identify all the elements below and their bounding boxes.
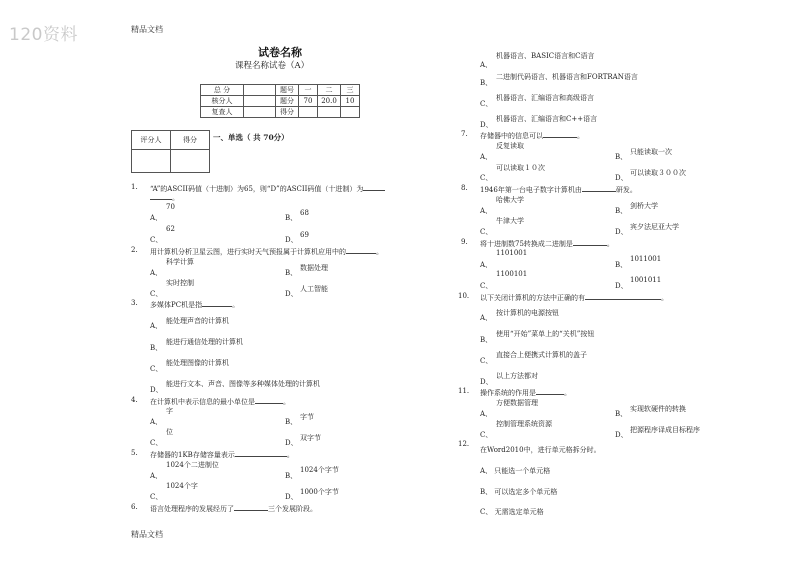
question-number: 3. xyxy=(131,299,138,307)
score-cell: 题号 xyxy=(276,85,299,96)
question-stem xyxy=(480,184,637,195)
watermark: 120资料 xyxy=(9,25,78,45)
option-text: 1011001 xyxy=(630,255,662,263)
score-cell xyxy=(341,107,360,118)
question-text: 将十进制数75转换成二进制是 xyxy=(480,240,573,248)
option-row xyxy=(480,487,557,497)
score-cell: 10 xyxy=(341,96,360,107)
option-letter: B、 xyxy=(480,79,493,87)
question-number: 9. xyxy=(461,238,468,246)
option-letter: D、 xyxy=(285,439,298,447)
option-text: 1024个字 xyxy=(166,482,198,490)
question-stem: 在Word2010中，进行单元格拆分时。 xyxy=(480,446,601,454)
question-text: 语言处理程序的发展经历了 xyxy=(150,505,234,513)
score-row xyxy=(201,96,360,107)
option-text: 直接合上便携式计算机的盖子 xyxy=(496,351,587,359)
option-letter: B、 xyxy=(615,207,628,215)
option-text: 剑桥大学 xyxy=(630,202,658,210)
question-number: 12. xyxy=(458,440,470,448)
answer-blank xyxy=(543,130,577,138)
option-letter: C、 xyxy=(480,228,493,236)
question-number: 1. xyxy=(131,183,138,191)
answer-blank xyxy=(536,387,564,395)
question-stem xyxy=(150,183,385,194)
grader-cell xyxy=(171,150,210,173)
option-text: 无需选定单元格 xyxy=(494,508,544,516)
option-letter: C、 xyxy=(150,439,163,447)
question-text-end: 。 xyxy=(661,294,668,302)
score-cell xyxy=(244,85,276,96)
option-letter: D、 xyxy=(480,378,493,386)
score-cell: 题分 xyxy=(276,96,299,107)
answer-blank xyxy=(235,449,287,457)
option-letter: D、 xyxy=(285,493,298,501)
option-letter: D、 xyxy=(615,174,628,182)
grader-header: 评分人 xyxy=(132,131,171,150)
option-text: 以上方法都对 xyxy=(496,372,538,380)
question-text-end: 。 xyxy=(606,240,614,248)
header-label: 精品文档 xyxy=(131,25,163,34)
option-text: 数据处理 xyxy=(300,264,328,272)
option-text: 可以读取１０次 xyxy=(496,164,545,172)
option-text: 科学计算 xyxy=(166,258,194,266)
option-letter: C、 xyxy=(480,174,493,182)
question-stem xyxy=(480,387,571,398)
option-letter: A、 xyxy=(480,314,493,322)
option-text: 控制管理系统资源 xyxy=(496,420,552,428)
option-letter: A、 xyxy=(480,467,493,475)
question-stem-cont xyxy=(150,192,179,203)
footer-label: 精品文档 xyxy=(131,530,163,539)
score-cell: 三 xyxy=(341,85,360,96)
option-text: 1024个二进制位 xyxy=(166,461,219,469)
option-text: 只能选一个单元格 xyxy=(494,467,551,475)
question-stem xyxy=(150,246,383,257)
option-letter: B、 xyxy=(285,472,298,480)
option-letter: C、 xyxy=(480,282,493,290)
option-letter: B、 xyxy=(615,410,628,418)
option-text: 字节 xyxy=(300,413,314,421)
option-letter: D、 xyxy=(285,290,298,298)
option-letter: A、 xyxy=(480,261,493,269)
question-stem xyxy=(480,238,614,249)
option-text: 实现软硬件的转换 xyxy=(630,405,686,413)
option-letter: D、 xyxy=(615,282,628,290)
question-text-end: 三个发展阶段。 xyxy=(268,505,317,513)
option-text: 人工智能 xyxy=(300,285,328,293)
score-cell: 复查人 xyxy=(201,107,244,118)
option-letter: D、 xyxy=(615,431,628,439)
page-subtitle: 课程名称试卷（A） xyxy=(235,61,310,71)
score-cell xyxy=(244,96,276,107)
score-cell: 二 xyxy=(318,85,341,96)
option-letter: B、 xyxy=(285,269,298,277)
question-text: 用计算机分析卫星云图，进行实时天气预报属于计算机应用中的 xyxy=(150,248,346,256)
question-text: 1946年第一台电子数字计算机由 xyxy=(480,186,582,194)
option-text: 能处理声音的计算机 xyxy=(166,317,229,325)
score-cell: 总 分 xyxy=(201,85,244,96)
option-letter: C、 xyxy=(480,357,493,365)
option-letter: A、 xyxy=(150,322,163,330)
page-title: 试卷名称 xyxy=(258,46,302,59)
answer-blank xyxy=(582,184,616,192)
score-cell: 20.0 xyxy=(318,96,341,107)
question-number: 5. xyxy=(131,449,138,457)
option-text: 二进制代码语言、机器语言和FORTRAN语言 xyxy=(496,73,638,81)
section-title: 一、单选（ 共 70分） xyxy=(213,133,289,142)
question-text: 以下关闭计算机的方法中正确的有 xyxy=(480,294,585,302)
question-stem xyxy=(150,449,294,460)
grader-cell xyxy=(132,150,171,173)
question-stem xyxy=(150,299,239,310)
option-letter: D、 xyxy=(480,121,493,129)
option-letter: C、 xyxy=(150,290,163,298)
score-cell: 70 xyxy=(299,96,318,107)
option-letter: D、 xyxy=(150,386,163,394)
option-letter: B、 xyxy=(480,336,493,344)
answer-blank xyxy=(585,292,661,300)
option-letter: B、 xyxy=(615,153,628,161)
score-cell xyxy=(318,107,341,118)
question-number: 8. xyxy=(461,184,468,192)
option-letter: A、 xyxy=(480,153,493,161)
question-stem xyxy=(150,503,317,514)
option-letter: C、 xyxy=(480,431,493,439)
question-text-end: 。 xyxy=(232,301,240,309)
option-text: 宾夕法尼亚大学 xyxy=(630,223,679,231)
option-letter: B、 xyxy=(150,344,163,352)
question-text: 存储器的1KB存储容量表示 xyxy=(150,451,235,459)
score-cell: 核分人 xyxy=(201,96,244,107)
grader-table xyxy=(131,130,210,173)
score-cell: 得分 xyxy=(276,107,299,118)
answer-blank xyxy=(255,396,283,404)
option-text: 位 xyxy=(166,428,173,436)
option-letter: B、 xyxy=(285,418,298,426)
score-cell: 一 xyxy=(299,85,318,96)
option-text: 方便数据管理 xyxy=(496,399,538,407)
answer-blank xyxy=(234,503,268,511)
question-number: 6. xyxy=(131,503,138,511)
option-text: 实时控制 xyxy=(166,279,194,287)
option-letter: A、 xyxy=(480,61,493,69)
option-letter: C、 xyxy=(150,493,163,501)
option-text: 1000个字节 xyxy=(300,488,339,496)
question-text: 操作系统的作用是 xyxy=(480,389,536,397)
answer-blank xyxy=(346,246,376,254)
answer-blank xyxy=(363,183,385,191)
option-text: 把源程序译成目标程序 xyxy=(630,426,700,434)
option-text: 能进行文本、声音、图像等多种媒体处理的计算机 xyxy=(166,380,320,388)
option-text: 牛津大学 xyxy=(496,217,524,225)
option-text: 使用“开始”菜单上的“关机”按钮 xyxy=(496,330,595,338)
question-text: “A”的ASCII码值（十进制）为65，则“D”的ASCII码值（十进制）为 xyxy=(150,185,364,193)
question-text: 存储器中的信息可以 xyxy=(480,132,543,140)
option-text: 1001011 xyxy=(630,276,662,284)
question-text-end: 。 xyxy=(283,398,290,406)
option-text: 哈佛大学 xyxy=(496,196,524,204)
question-text-end: 。 xyxy=(376,248,383,256)
option-letter: A、 xyxy=(150,214,163,222)
option-text: 反复读取 xyxy=(496,142,524,150)
question-text: 在计算机中表示信息的最小单位是 xyxy=(150,398,255,406)
option-text: 按计算机的电源按钮 xyxy=(496,309,559,317)
option-letter: B、 xyxy=(480,488,493,496)
option-row xyxy=(480,466,550,476)
question-number: 10. xyxy=(458,292,470,300)
option-text: 1100101 xyxy=(496,270,528,278)
question-text-end: 。 xyxy=(577,132,584,140)
option-letter: A、 xyxy=(150,472,163,480)
question-text-end: 。 xyxy=(286,451,294,459)
score-cell xyxy=(299,107,318,118)
option-letter: A、 xyxy=(150,418,163,426)
score-row xyxy=(201,107,360,118)
option-text: 62 xyxy=(166,225,175,233)
option-text: 字 xyxy=(166,407,173,415)
option-text: 能处理图像的计算机 xyxy=(166,359,229,367)
option-text: 能进行通信处理的计算机 xyxy=(166,338,243,346)
option-text: 只能读取一次 xyxy=(630,148,672,156)
answer-blank xyxy=(202,299,232,307)
option-letter: D、 xyxy=(285,236,298,244)
score-cell xyxy=(244,107,276,118)
question-stem xyxy=(480,292,668,303)
option-letter: C、 xyxy=(150,365,163,373)
question-text-end: 。 xyxy=(564,389,571,397)
option-text: 70 xyxy=(166,203,175,211)
option-letter: A、 xyxy=(480,207,493,215)
option-text: 可以读取３００次 xyxy=(630,169,686,177)
option-text: 69 xyxy=(300,231,309,239)
option-letter: B、 xyxy=(285,214,298,222)
option-letter: C、 xyxy=(150,236,163,244)
option-row xyxy=(480,507,544,517)
score-row xyxy=(201,85,360,96)
option-letter: D、 xyxy=(615,228,628,236)
option-text: 机器语言、汇编语言和高级语言 xyxy=(496,94,594,102)
option-text: 机器语言、BASIC语言和C语言 xyxy=(496,52,595,60)
option-letter: A、 xyxy=(480,410,493,418)
option-text: 1024个字节 xyxy=(300,466,339,474)
score-table xyxy=(200,84,360,118)
grader-header: 得分 xyxy=(171,131,210,150)
answer-blank xyxy=(573,238,607,246)
option-letter: B、 xyxy=(615,261,628,269)
question-stem xyxy=(480,130,584,141)
option-text: 1101001 xyxy=(496,249,528,257)
question-number: 7. xyxy=(461,130,468,138)
question-text: 多媒体PC机是指 xyxy=(150,301,203,309)
option-text: 机器语言、汇编语言和C++语言 xyxy=(496,115,598,123)
question-text-end: 研发。 xyxy=(615,186,637,194)
question-number: 11. xyxy=(458,387,470,395)
option-text: 可以选定多个单元格 xyxy=(494,488,558,496)
question-number: 2. xyxy=(131,246,138,254)
question-number: 4. xyxy=(131,396,138,404)
option-text: 双字节 xyxy=(300,434,321,442)
option-letter: C、 xyxy=(480,508,493,516)
option-letter: C、 xyxy=(480,100,493,108)
option-letter: A、 xyxy=(150,269,163,277)
option-text: 68 xyxy=(300,209,309,217)
question-text-end: 。 xyxy=(172,194,179,202)
answer-blank xyxy=(150,192,172,200)
